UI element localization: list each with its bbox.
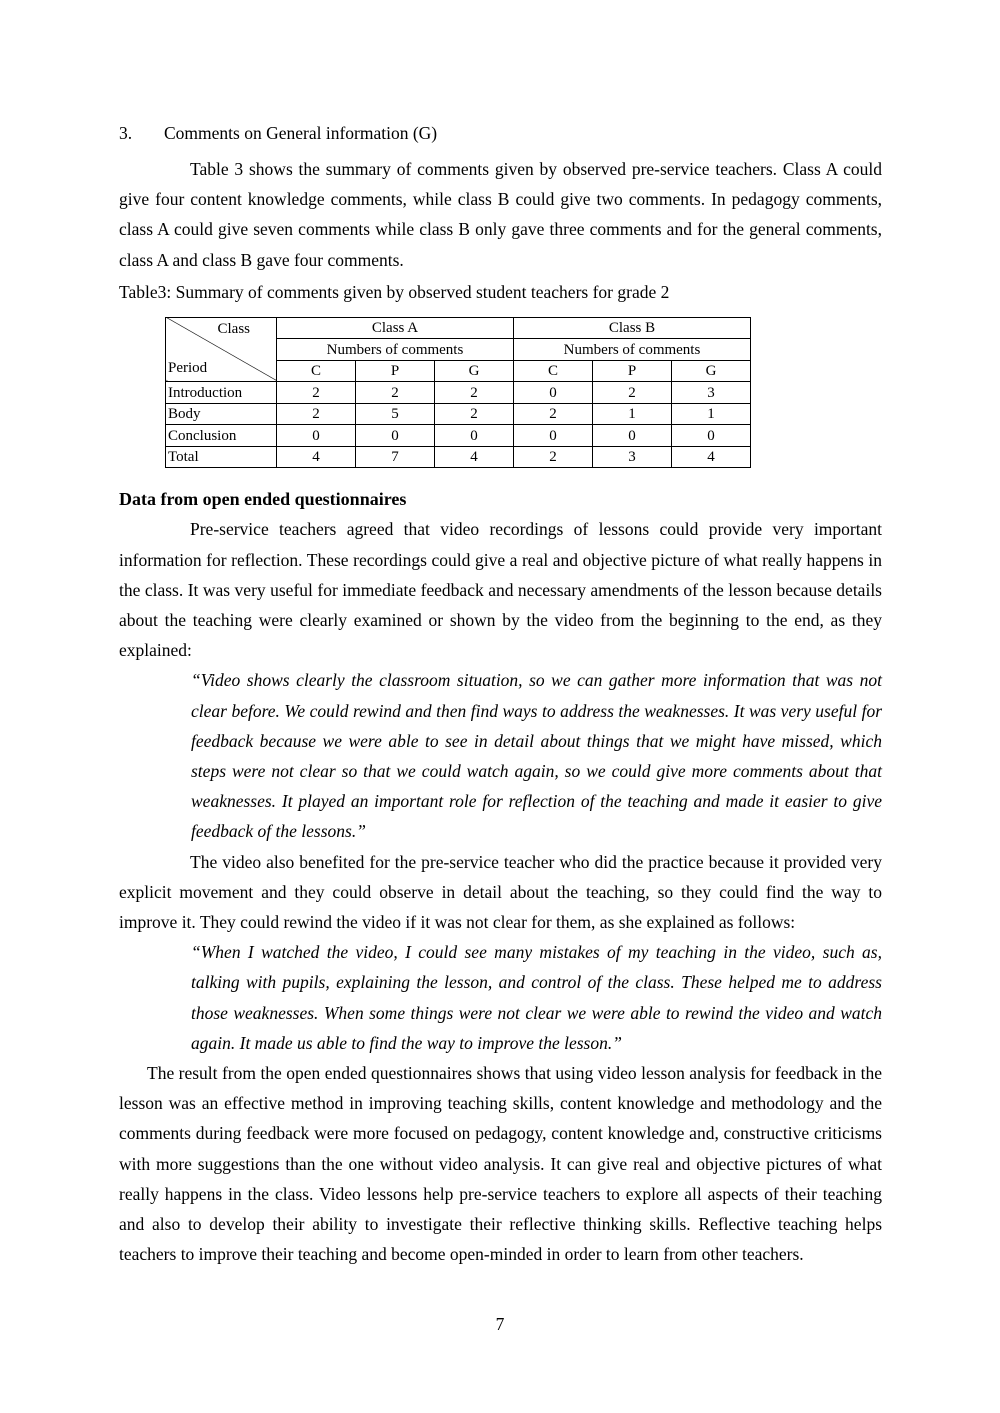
table-cell: 2 [435, 382, 514, 404]
subheader-cell: C [514, 360, 593, 382]
table-cell: 7 [356, 446, 435, 468]
table-cell: 4 [277, 446, 356, 468]
table-row [166, 425, 751, 447]
table-cell: 2 [514, 446, 593, 468]
table-caption: Table3: Summary of comments given by observed student teachers for grade 2 [119, 281, 670, 302]
page-number: 7 [495, 1314, 505, 1334]
class-b-header: Class B [514, 317, 751, 339]
table-cell: 0 [277, 425, 356, 447]
section-heading [119, 118, 882, 148]
table-cell: 2 [277, 382, 356, 404]
row-label: Total [166, 446, 277, 468]
row-label: Body [166, 403, 277, 425]
table-cell: 2 [356, 382, 435, 404]
row-label: Conclusion [166, 425, 277, 447]
table-row [166, 382, 751, 404]
section-title: Comments on General information (G) [164, 123, 438, 143]
subheader-cell: G [672, 360, 751, 382]
table-cell: 4 [672, 446, 751, 468]
body-paragraph: The video also benefited for the pre-service teacher who did the practice because it provided very explicit movement and they could observe in detail about the teaching, so they could find the way to improve it. They could rewind the video if it was not clear for them, as she explained as follows: [119, 851, 882, 932]
table-cell: 1 [672, 403, 751, 425]
table-cell: 1 [593, 403, 672, 425]
table-cell: 0 [593, 425, 672, 447]
table-cell: 3 [672, 382, 751, 404]
table-cell: 5 [356, 403, 435, 425]
open-ended-heading: Data from open ended questionnaires [119, 489, 407, 510]
body-paragraph: The result from the open ended questionnaires shows that using video lesson analysis for feedback in the lesson was an effective method in improving teaching skills, content knowledge and methodology and the comments during feedback were more focused on pedagogy, content knowledge and, constructive criticisms with more suggestions than the one without video analysis. It can give real and objective pictures of what really happens in the class. Video lessons help pre-service teachers to explore all aspects of their teaching and also to develop their ability to investigate their reflective thinking skills. Reflective teaching helps teachers to improve their teaching and become open-minded in order to learn from other teachers. [119, 1062, 882, 1265]
class-a-header: Class A [277, 317, 514, 339]
corner-period-label: Period [168, 360, 208, 377]
summary-table [165, 317, 751, 469]
table-cell: 0 [514, 425, 593, 447]
quote-block: “When I watched the video, I could see many mistakes of my teaching in the video, such as, talking with pupils, explaining the lesson, and control of the class. These helped me to address those weaknesses. When some things were not clear we were able to rewind the video and watch again. It made us able to find the way to improve the lesson.” [191, 942, 882, 1053]
subheader-cell: P [593, 360, 672, 382]
section-paragraph: Table 3 shows the summary of comments given by observed pre-service teachers. Class A could give four content knowledge comments, while class B could give two comments. In pedagogy comments, class A could give seven comments while class B only gave three comments and for the general comments, class A and class B gave four comments. [119, 159, 882, 270]
table-cell: 2 [514, 403, 593, 425]
table-cell: 0 [514, 382, 593, 404]
body-paragraph: Pre-service teachers agreed that video recordings of lessons could provide very important information for reflection. These recordings could give a real and objective picture of what really happens in the class. It was very useful for immediate feedback and necessary amendments of the lesson because details about the teaching were clearly examined or shown by the video from the beginning to the end, as they explained: [119, 519, 882, 661]
table-cell: 0 [435, 425, 514, 447]
table-cell: 2 [593, 382, 672, 404]
table-cell: 0 [356, 425, 435, 447]
table-row [166, 446, 751, 468]
subheader-cell: G [435, 360, 514, 382]
section-number: 3. [119, 123, 133, 143]
subheader-cell: C [277, 360, 356, 382]
table-cell: 4 [435, 446, 514, 468]
table-corner-cell [166, 317, 277, 382]
page-content [119, 118, 882, 1269]
numbers-label-b: Numbers of comments [514, 339, 751, 361]
table-header-row [166, 317, 751, 339]
row-label: Introduction [166, 382, 277, 404]
table-row [166, 403, 751, 425]
table-cell: 2 [435, 403, 514, 425]
numbers-label-a: Numbers of comments [277, 339, 514, 361]
table-cell: 2 [277, 403, 356, 425]
subheader-cell: P [356, 360, 435, 382]
table-cell: 3 [593, 446, 672, 468]
quote-block: “Video shows clearly the classroom situation, so we can gather more information that was not clear before. We could rewind and then find ways to address the weaknesses. It was very useful for feedback because we were able to see in detail about things that we might have missed, which steps were not clear so that we could watch again, so we could give more comments about that weaknesses. It played an important role for reflection of the teaching and made it easier to give feedback of the lessons.” [191, 670, 882, 842]
corner-class-label: Class [217, 320, 250, 337]
table-cell: 0 [672, 425, 751, 447]
